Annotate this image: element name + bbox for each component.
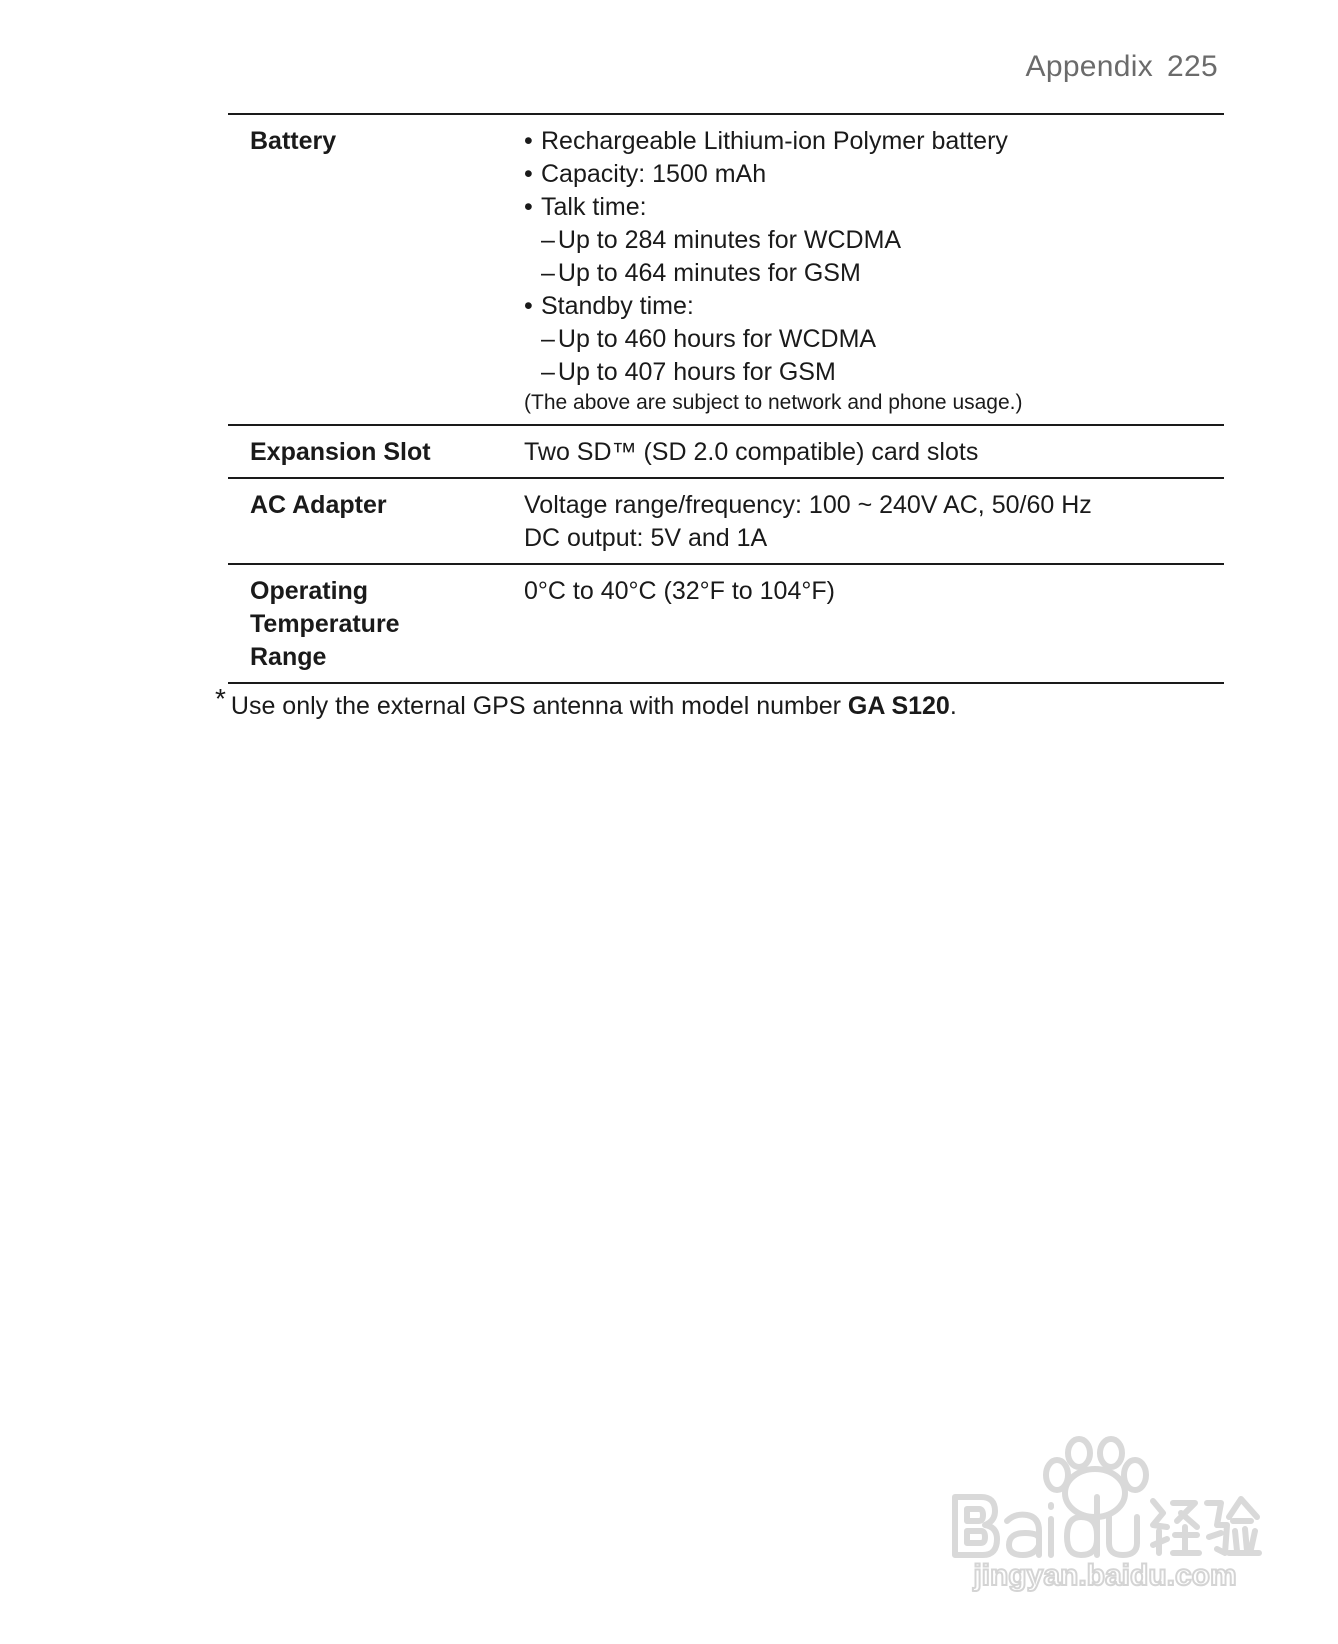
sub-item: – Up to 460 hours for WCDMA [541,325,877,353]
spec-line: Voltage range/frequency: 100 ~ 240V AC, 50/60 Hz [524,491,1092,519]
spec-label: Expansion Slot [250,438,431,466]
spec-row-operating-temperature [228,564,1224,683]
spec-line: Two SD™ (SD 2.0 compatible) card slots [524,438,979,466]
bullet-item: • Talk time: [524,193,647,221]
footnote [215,683,957,723]
spec-label: Operating Temperature Range [250,577,400,671]
footnote-text: Use only the external GPS antenna with model number [230,692,848,720]
spec-value [516,114,1224,425]
bullet-item: • Standby time: [524,292,694,320]
battery-note: (The above are subject to network and phone usage.) [524,391,1023,414]
spec-value [516,425,1224,478]
sub-item: – Up to 464 minutes for GSM [541,259,861,287]
bullet-item: • Capacity: 1500 mAh [524,160,767,188]
spec-row-ac-adapter [228,478,1224,564]
footnote-period: . [949,692,957,720]
page-header [1026,50,1218,84]
watermark-url: jingyan.baidu.com [973,1559,1237,1592]
sub-item: – Up to 284 minutes for WCDMA [541,226,902,254]
spec-value [516,478,1224,564]
spec-row-expansion-slot [228,425,1224,478]
spec-row-battery [228,114,1224,425]
section-title: Appendix [1025,50,1154,83]
bullet-item: • Rechargeable Lithium-ion Polymer battery [524,127,1008,155]
specifications-table [228,113,1224,684]
spec-label: Battery [250,127,337,155]
footnote-model-number: GA S120 [847,692,950,720]
baidu-watermark-logo [945,1435,1265,1595]
spec-value [516,564,1224,683]
footnote-marker: * [215,683,226,714]
spec-line: DC output: 5V and 1A [524,524,768,552]
sub-item: – Up to 407 hours for GSM [541,358,836,386]
spec-line: 0°C to 40°C (32°F to 104°F) [524,577,835,605]
spec-label: AC Adapter [250,491,387,519]
page-number: 225 [1167,50,1218,83]
